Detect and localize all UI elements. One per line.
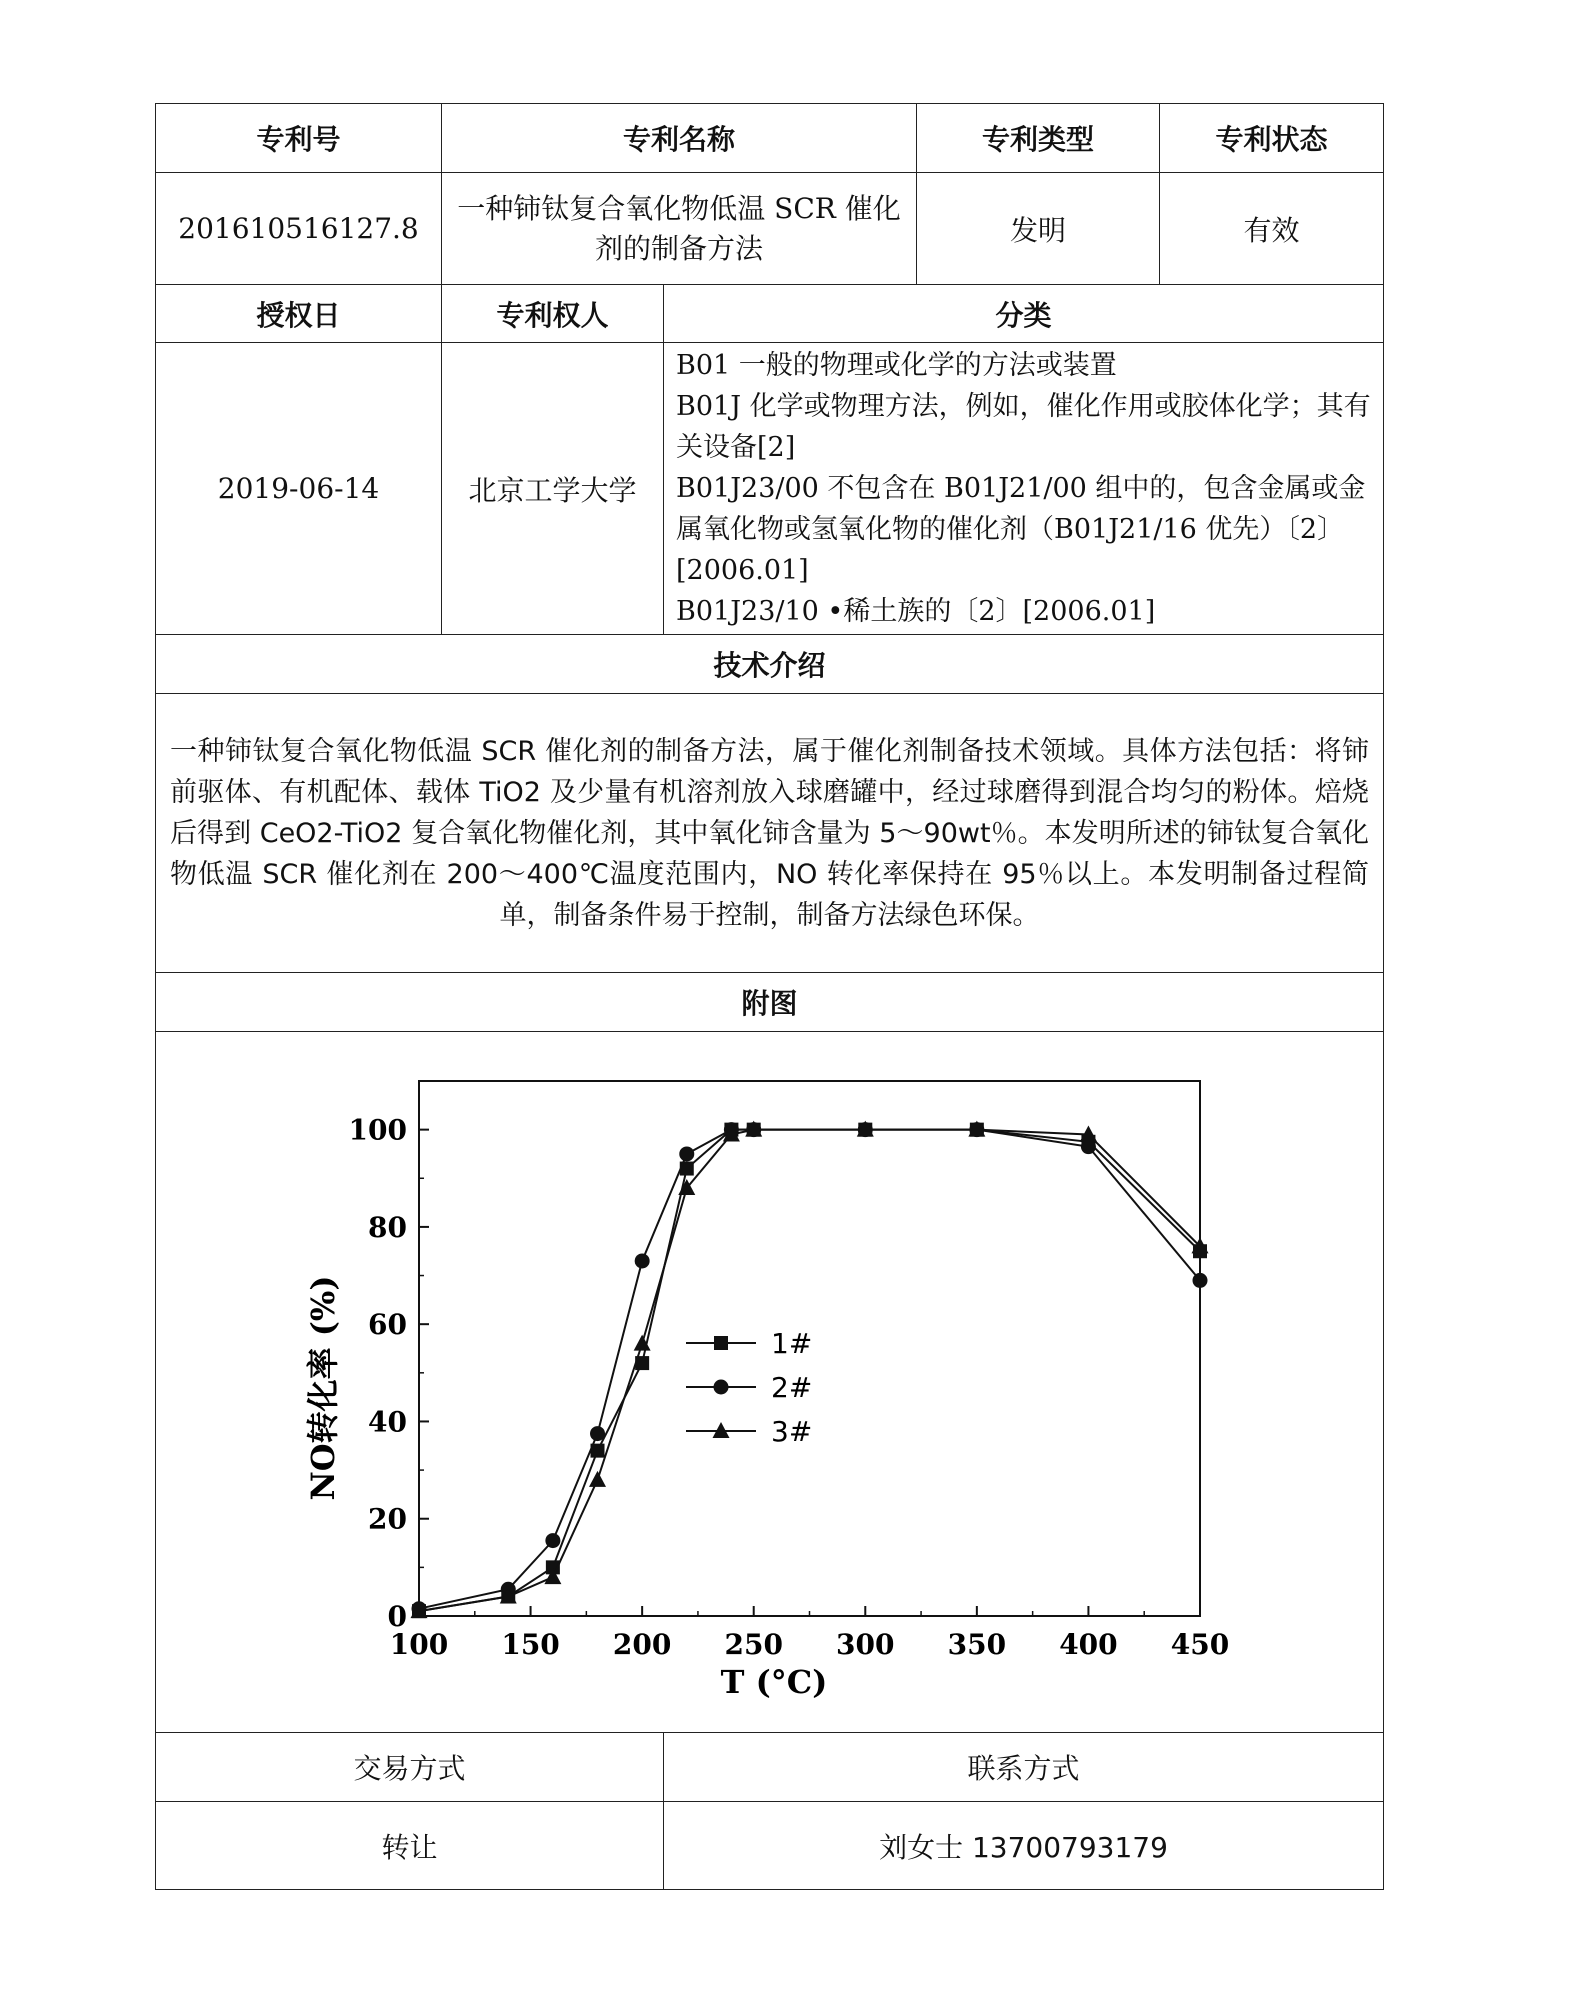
legend-marker xyxy=(714,1380,729,1395)
header-trade-method: 交易方式 xyxy=(156,1733,664,1802)
grant-date: 2019-06-14 xyxy=(156,343,442,635)
y-tick-label: 20 xyxy=(368,1502,407,1536)
figure-cell xyxy=(156,1032,1384,1733)
data-point-2 xyxy=(545,1533,560,1548)
data-point-2 xyxy=(679,1146,694,1161)
data-point-2 xyxy=(1193,1273,1208,1288)
trade-method: 转让 xyxy=(156,1802,664,1890)
patentee: 北京工学大学 xyxy=(442,343,664,635)
patent-name: 一种铈钛复合氧化物低温 SCR 催化剂的制备方法 xyxy=(442,173,917,285)
legend-marker xyxy=(714,1336,728,1350)
x-tick-label: 100 xyxy=(389,1628,449,1661)
y-tick-label: 100 xyxy=(348,1113,407,1147)
x-tick-label: 200 xyxy=(612,1628,672,1661)
x-axis-label: T (°C) xyxy=(720,1663,828,1701)
x-tick-label: 450 xyxy=(1170,1628,1230,1661)
header-patent-type: 专利类型 xyxy=(917,104,1160,173)
legend-label: 2# xyxy=(771,1371,813,1404)
header-contact-method: 联系方式 xyxy=(664,1733,1384,1802)
header-patent-name: 专利名称 xyxy=(442,104,917,173)
patent-number: 201610516127.8 xyxy=(156,173,442,285)
patent-table xyxy=(155,103,1384,1890)
x-tick-label: 350 xyxy=(947,1628,1007,1661)
patent-sheet xyxy=(155,103,1383,1890)
y-tick-label: 40 xyxy=(368,1405,407,1439)
data-point-2 xyxy=(635,1253,650,1268)
y-axis-label: NO转化率 (%) xyxy=(304,1275,342,1501)
y-tick-label: 80 xyxy=(368,1210,407,1244)
header-figure: 附图 xyxy=(156,973,1384,1032)
tech-intro-text: 一种铈钛复合氧化物低温 SCR 催化剂的制备方法，属于催化剂制备技术领域。具体方法包括：将铈前驱体、有机配体、载体 TiO2 及少量有机溶剂放入球磨罐中，经过球磨得到混合均匀的粉体。焙烧后得到 CeO2-TiO2 复合氧化物催化剂，其中氧化铈含量为 5～90wt％。本发明所述的铈钛复合氧化物低温 SCR 催化剂在 200～400℃温度范围内，NO 转化率保持在 95％以上。本发明制备过程简单，制备条件易于控制，制备方法绿色环保。 xyxy=(156,694,1384,973)
classification-line: B01J23/10 •稀土族的〔2〕[2006.01] xyxy=(676,596,1156,627)
no-conversion-chart xyxy=(156,1033,1380,1731)
data-point-3 xyxy=(589,1471,606,1487)
legend-label: 3# xyxy=(771,1415,813,1448)
data-point-2 xyxy=(590,1426,605,1441)
classification-line: B01J23/00 不包含在 B01J21/00 组中的，包含金属或金属氧化物或氢氧化物的催化剂（B01J21/16 优先）〔2〕[2006.01] xyxy=(676,473,1366,586)
x-tick-label: 300 xyxy=(836,1628,895,1661)
x-tick-label: 150 xyxy=(501,1628,560,1661)
contact-info: 刘女士 13700793179 xyxy=(664,1802,1384,1890)
classification-line: B01 一般的物理或化学的方法或装置 xyxy=(676,350,1117,381)
patent-status: 有效 xyxy=(1160,173,1384,285)
header-tech-intro: 技术介绍 xyxy=(156,635,1384,694)
legend-label: 1# xyxy=(771,1327,813,1360)
y-tick-label: 0 xyxy=(387,1600,407,1633)
series-line-2 xyxy=(419,1130,1200,1609)
x-tick-label: 400 xyxy=(1059,1628,1118,1661)
header-grant-date: 授权日 xyxy=(156,285,442,343)
header-patent-no: 专利号 xyxy=(156,104,442,173)
x-tick-label: 250 xyxy=(724,1628,783,1661)
y-tick-label: 60 xyxy=(368,1308,407,1342)
header-patent-status: 专利状态 xyxy=(1160,104,1384,173)
patent-type: 发明 xyxy=(917,173,1160,285)
classification-line: B01J 化学或物理方法，例如，催化作用或胶体化学；其有关设备[2] xyxy=(676,391,1371,463)
header-patentee: 专利权人 xyxy=(442,285,664,343)
classification-list xyxy=(664,343,1384,635)
header-classification: 分类 xyxy=(664,285,1384,343)
